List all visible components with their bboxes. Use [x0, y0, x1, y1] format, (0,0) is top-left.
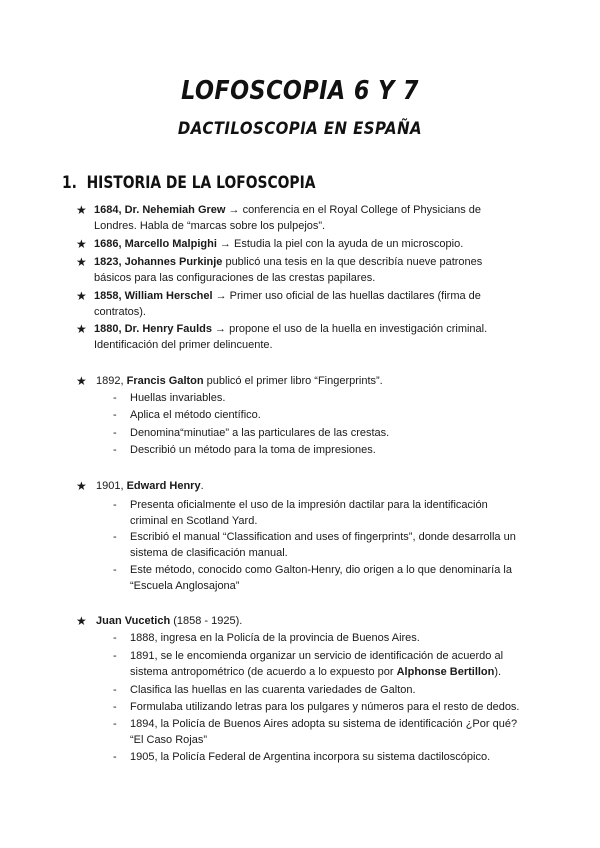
item-bold: 1823, Johannes Purkinje [94, 256, 223, 268]
dash-bullet: - [113, 684, 117, 696]
dash-bullet: - [113, 632, 117, 644]
item-bold: Edward Henry [126, 480, 201, 492]
dash-bullet: - [113, 751, 117, 763]
star-bullet-icon: ★ [76, 289, 87, 303]
sub-item-text [130, 648, 525, 680]
sub-item-bold: Alphonse Bertillon [396, 666, 495, 678]
item-bold: 1686, Marcello Malpighi [94, 238, 217, 250]
star-bullet-icon: ★ [76, 203, 87, 217]
sub-item-text-part: ). [494, 666, 502, 678]
section-number: 1. [62, 173, 77, 192]
sub-item-text: Denomina“minutiae” a las particulares de las crestas. [130, 427, 390, 439]
sub-item-text: 1905, la Policía Federal de Argentina incorpora su sistema dactiloscópico. [130, 751, 491, 763]
item-bold: Francis Galton [126, 375, 204, 387]
dash-bullet: - [113, 531, 117, 543]
sub-item-text: Este método, conocido como Galton-Henry, dio origen a lo que denominaría la “Escuela Anglosajona” [130, 564, 512, 592]
document-subtitle: DACTILOSCOPIA EN ESPAÑA [177, 119, 423, 139]
sub-item-text: 1894, la Policía de Buenos Aires adopta su sistema de identificación ¿Por qué? “El Caso Rojas” [130, 718, 518, 746]
dash-bullet: - [113, 409, 117, 421]
item-text: → Primer uso oficial de las huellas dactilares (firma de contratos). [94, 290, 481, 318]
document-title: LOFOSCOPIA 6 Y 7 [181, 76, 419, 106]
dash-bullet: - [113, 444, 117, 456]
item-bold: Juan Vucetich [96, 615, 171, 627]
sub-item-text: Formulaba utilizando letras para los pulgares y números para el resto de dedos. [130, 701, 520, 713]
star-bullet-icon: ★ [76, 237, 87, 251]
dash-bullet: - [113, 392, 117, 404]
sub-item-text: Huellas invariables. [130, 392, 226, 404]
section-heading [62, 173, 315, 192]
item-text: . [200, 480, 204, 492]
sub-item-text: Aplica el método científico. [130, 409, 261, 421]
item-text: 1892, [96, 375, 127, 387]
item-bold: 1684, Dr. Nehemiah Grew [94, 204, 226, 216]
item-text: → Estudia la piel con la ayuda de un microscopio. [216, 238, 464, 250]
dash-bullet: - [113, 650, 117, 662]
item-bold: 1858, William Herschel [94, 290, 213, 302]
sub-item-text: Escribió el manual “Classification and uses of fingerprints”, donde desarrolla un sistema de clasificación manual. [130, 531, 516, 559]
dash-bullet: - [113, 718, 117, 730]
section-title: HISTORIA DE LA LOFOSCOPIA [86, 173, 316, 192]
item-text: 1901, [96, 480, 127, 492]
sub-item-text: Presenta oficialmente el uso de la impresión dactilar para la identificación criminal en Scotland Yard. [130, 499, 488, 527]
dash-bullet: - [113, 701, 117, 713]
star-bullet-icon: ★ [76, 479, 87, 493]
dash-bullet: - [113, 427, 117, 439]
dash-bullet: - [113, 564, 117, 576]
sub-item-text: 1888, ingresa en la Policía de la provincia de Buenos Aires. [130, 632, 420, 644]
star-bullet-icon: ★ [76, 614, 87, 628]
item-text: publicó una tesis en la que describía nueve patrones básicos para las configuraciones de las crestas papilares. [94, 256, 483, 284]
item-text: (1858 - 1925). [170, 615, 243, 627]
star-bullet-icon: ★ [76, 374, 87, 388]
star-bullet-icon: ★ [76, 322, 87, 336]
item-text: publicó el primer libro “Fingerprints”. [203, 375, 383, 387]
item-text: → conferencia en el Royal College of Physicians de Londres. Habla de “marcas sobre los pulpejos”. [94, 204, 482, 232]
star-bullet-icon: ★ [76, 255, 87, 269]
item-text: → propone el uso de la huella en investigación criminal. Identificación del primer delincuente. [94, 323, 488, 351]
item-bold: 1880, Dr. Henry Faulds [94, 323, 212, 335]
sub-item-text: Clasifica las huellas en las cuarenta variedades de Galton. [130, 684, 416, 696]
sub-item-text-part: 1891, se le encomienda organizar un servicio de identificación de acuerdo al sistema antropométrico (de acuerdo a lo expuesto por [130, 650, 504, 678]
dash-bullet: - [113, 499, 117, 511]
sub-item-text: Describió un método para la toma de impresiones. [130, 444, 376, 456]
